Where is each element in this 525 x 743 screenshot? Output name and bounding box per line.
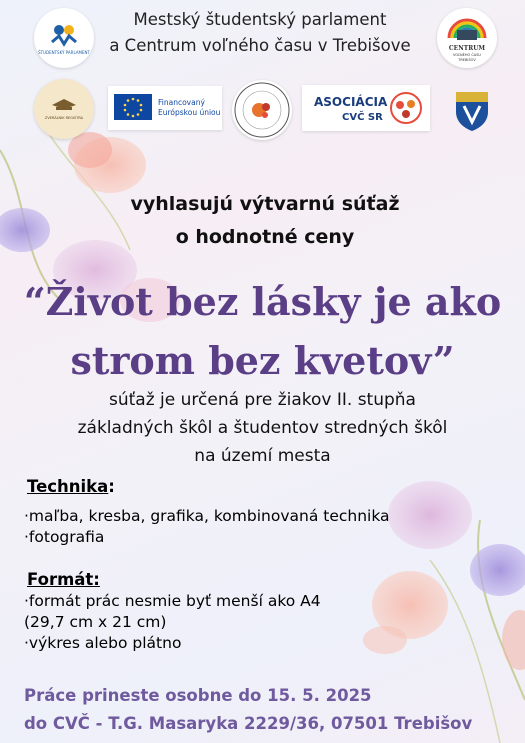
announcement-line-1: vyhlasujú výtvarnú súťaž [130,193,400,215]
nadacia-logo-text: ZVERÁLNIK REGISTRA [44,116,84,120]
eu-logo-line1: Financovaný [158,98,205,107]
asociacia-logo-line1: ASOCIÁCIA [314,95,388,109]
asociacia-cvc-logo [302,85,430,131]
flower-bottom-right-lilac [388,481,472,549]
flower-top-left-pink [68,132,146,193]
parlament-logo-text: ŠTUDENTSKÝ PARLAMENT [38,50,90,55]
announcement-line-2: o hodnotné ceny [175,226,355,248]
description-line-2: základných škôl a študentov stredných škôl [77,418,448,438]
centrum-logo-sub: VOĽNÉHO ČASU [453,53,481,57]
technika-item-2: ·fotografia [24,528,105,546]
flower-left-purple [0,208,50,252]
flower-bottom-right-edge [502,610,525,670]
student-parliament-logo [34,8,94,68]
centrum-logo-city: TREBIŠOV [458,58,476,62]
format-item-3: ·výkres alebo plátno [24,634,182,652]
footer-deadline: Práce prineste osobne do 15. 5. 2025 [24,686,372,705]
association-seal-logo [232,80,292,140]
header-line-2: a Centrum voľného času v Trebišove [109,36,411,55]
flower-bottom-right-pink [363,571,448,654]
eu-logo-line2: Európskou úniou [158,108,221,117]
technika-heading-colon: : [108,477,115,496]
description-line-3: na území mesta [194,446,331,466]
footer-address: do CVČ - T.G. Masaryka 2229/36, 07501 Trebišov [24,714,473,733]
technika-heading [27,477,115,496]
format-item-2: (29,7 cm x 21 cm) [24,613,167,631]
format-heading: Formát: [27,570,100,589]
centrum-logo-title: CENTRUM [448,45,486,52]
header-line-1: Mestský študentský parlament [133,10,387,29]
technika-heading-label: Technika [27,477,109,496]
technika-item-1: ·maľba, kresba, grafika, kombinovaná technika [24,507,390,525]
contest-title-line-2: strom bez kvetov” [70,338,455,383]
description-line-1: súťaž je určená pre žiakov II. stupňa [109,390,416,410]
eu-funding-logo [108,86,222,130]
asociacia-logo-line2: CVČ SR [342,112,383,123]
format-item-1: ·formát prác nesmie byť menší ako A4 [24,592,321,610]
city-coat-of-arms-icon [452,88,492,132]
centrum-logo [437,8,497,68]
nadacia-logo [34,79,94,139]
contest-title-line-1: “Život bez lásky je ako [23,279,502,324]
